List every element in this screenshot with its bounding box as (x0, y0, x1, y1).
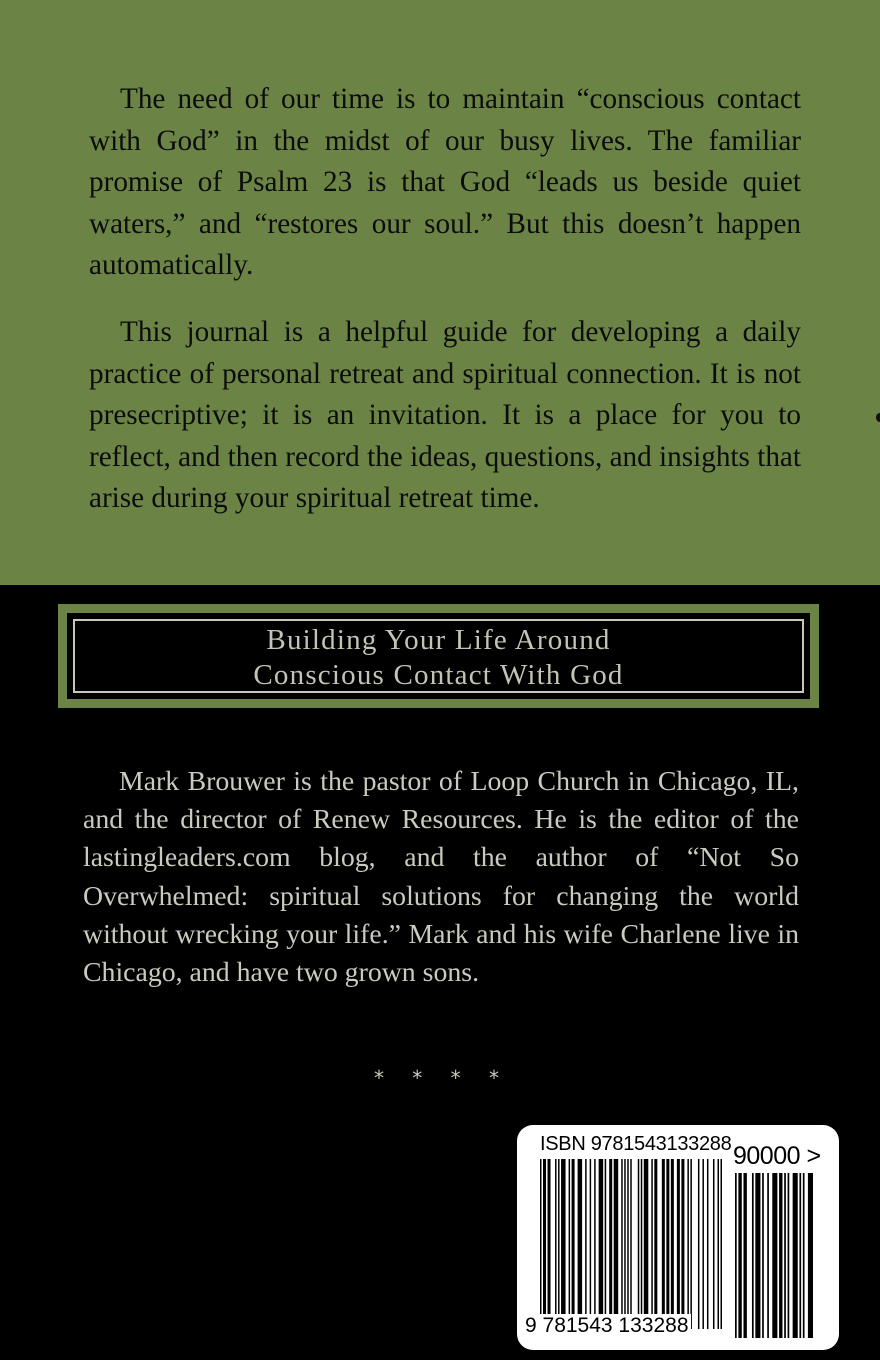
isbn-digits: 9 781543 133288 (525, 1314, 689, 1337)
author-bio: Mark Brouwer is the pastor of Loop Church in Chicago, IL, and the director of Renew Resources. He is the editor of the lastingleaders.com blog, and the author of “Not So Overwhelmed: spiritual solutions for changing the world without wrecking your life.” Mark and his wife Charlene live in Chicago, and have two grown sons. (83, 766, 799, 989)
barcode-bar (578, 1159, 583, 1329)
barcode-bar (707, 1159, 709, 1329)
barcode-bar (609, 1159, 612, 1329)
barcode-bar (651, 1159, 653, 1329)
tagline-box (67, 613, 810, 699)
tagline-frame (58, 604, 819, 708)
addon-bar (808, 1173, 813, 1338)
barcode-bar (561, 1159, 566, 1329)
barcode-bar (687, 1159, 689, 1329)
addon-bar (767, 1173, 769, 1338)
star-separator: * * * * (373, 1066, 511, 1090)
barcode-bar (702, 1159, 704, 1329)
addon-bar (779, 1173, 782, 1338)
back-cover-top-panel (0, 0, 880, 585)
isbn-label: ISBN 9781543133288 (540, 1133, 732, 1155)
barcode-bar (585, 1159, 587, 1329)
isbn-barcode (540, 1159, 722, 1329)
barcode-bar (590, 1159, 592, 1329)
barcode-bar (540, 1159, 542, 1329)
blurb-paragraph-1: The need of our time is to maintain “conscious contact with God” in the midst of our busy lives. The familiar promise of Psalm 23 is that God “leads us beside quiet waters,” and “restores our soul.” But this doesn’t happen automatically. (89, 83, 801, 281)
barcode-bar (654, 1159, 657, 1329)
addon-bar (752, 1173, 754, 1338)
barcode-bar (641, 1159, 643, 1329)
barcode-bar (690, 1159, 692, 1329)
addon-bar (803, 1173, 805, 1338)
price-barcode (735, 1173, 813, 1338)
tagline-line-2: Conscious Contact With God (253, 659, 624, 691)
barcode-bar (627, 1159, 629, 1329)
barcode-bar (662, 1159, 665, 1329)
barcode-bar (605, 1159, 607, 1329)
addon-bar (799, 1173, 801, 1338)
tagline-border (73, 619, 804, 693)
barcode-bar (630, 1159, 632, 1329)
barcode-card (517, 1125, 839, 1350)
barcode-bar (543, 1159, 546, 1329)
addon-bar (738, 1173, 741, 1338)
addon-bar (772, 1173, 777, 1338)
barcode-bar (548, 1159, 551, 1329)
barcode-bar (599, 1159, 604, 1329)
barcode-bar (558, 1159, 560, 1329)
barcode-bar (594, 1159, 596, 1329)
barcode-bar (681, 1159, 684, 1329)
barcode-bar (698, 1159, 700, 1329)
addon-bar (788, 1173, 790, 1338)
barcode-bar (572, 1159, 575, 1329)
barcode-bar (614, 1159, 619, 1329)
tagline-line-1: Building Your Life Around (266, 624, 611, 656)
addon-bar (743, 1173, 746, 1338)
barcode-bar (666, 1159, 669, 1329)
blurb-paragraph-2: This journal is a helpful guide for developing a daily practice of personal retreat and spiritual connection. It is not presecriptive; it is an invitation. It is a place for you to reflect, and then record the ideas, questions, and insights that arise during your spiritual retreat time. (89, 316, 801, 514)
price-code: 90000 > (733, 1142, 821, 1170)
barcode-bar (621, 1159, 623, 1329)
addon-bar (762, 1173, 764, 1338)
barcode-bar (721, 1159, 723, 1329)
barcode-bar (677, 1159, 680, 1329)
edge-dot (876, 413, 880, 422)
barcode-bar (638, 1159, 640, 1329)
barcode-bar (671, 1159, 674, 1329)
barcode-bar (569, 1159, 571, 1329)
barcode-bar (555, 1159, 557, 1329)
barcode-bar (713, 1159, 715, 1329)
addon-bar (735, 1173, 737, 1338)
addon-bar (784, 1173, 786, 1338)
addon-bar (793, 1173, 798, 1338)
barcode-bar (644, 1159, 649, 1329)
addon-bar (755, 1173, 760, 1338)
barcode-bar (717, 1159, 719, 1329)
barcode-bar (624, 1159, 626, 1329)
